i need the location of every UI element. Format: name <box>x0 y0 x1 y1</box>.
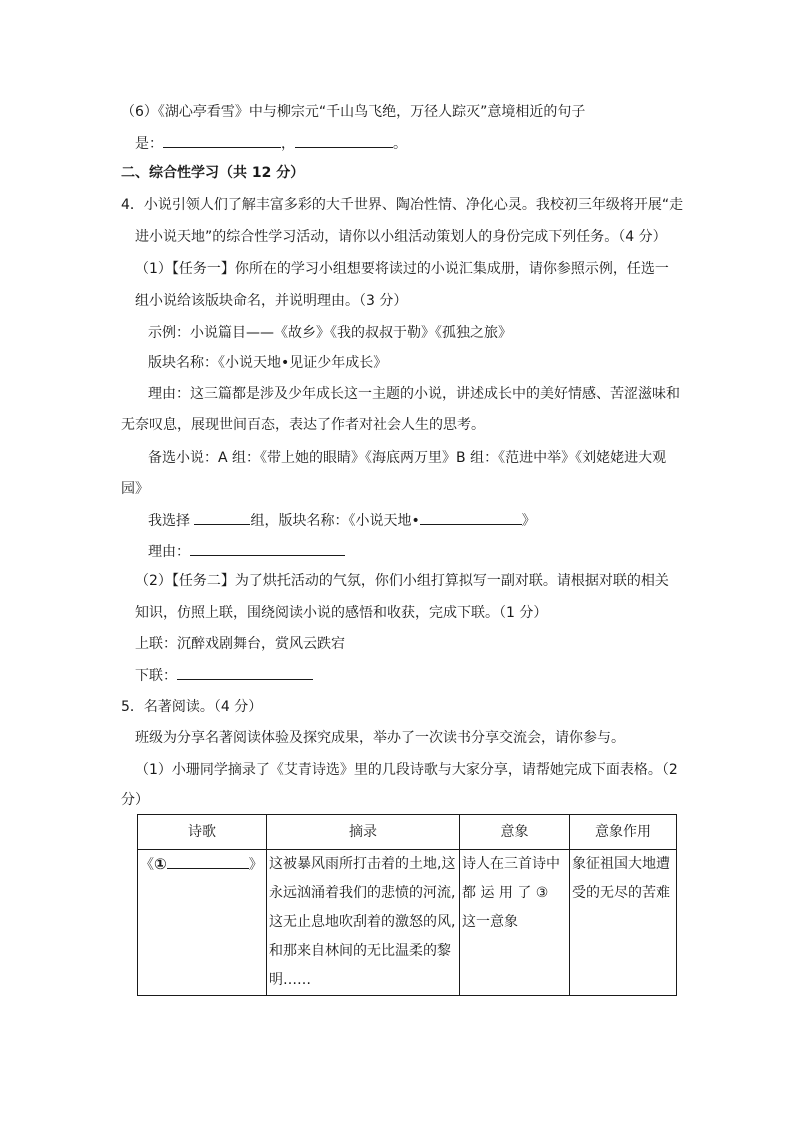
poem-close: 》 <box>248 857 263 873</box>
q6-prefix: 是： <box>135 136 163 152</box>
image-line: 这一意象 <box>462 914 518 930</box>
excerpt-line: 这无止息地吹刮着的激怒的风, <box>269 914 456 930</box>
excerpt-line: 和那来自林间的无比温柔的黎 <box>269 943 451 959</box>
q4-task1-line1: （1）【任务一】你所在的学习小组想要将读过的小说汇集成册，请你参照示例，任选一 <box>135 261 669 277</box>
excerpt-line: 明…… <box>269 972 311 988</box>
q4-reason-prompt: 理由： <box>148 544 190 560</box>
q4-reason-line1: 理由：这三篇都是涉及少年成长这一主题的小说，讲述成长中的美好情感、苦涩滋味和 <box>148 386 680 402</box>
q5-task1-line1: （1）小珊同学摘录了《艾青诗选》里的几段诗歌与大家分享，请帮她完成下面表格。（2 <box>135 762 678 778</box>
q4-task2-line1: （2）【任务二】为了烘托活动的气氛，你们小组打算拟写一副对联。请根据对联的相关 <box>135 573 669 589</box>
q6-line1: （6）《湖心亭看雪》中与柳宗元“千山鸟飞绝，万径人踪灭”意境相近的句子 <box>121 104 586 120</box>
excerpt-line: 这被暴风雨所打击着的土地,这 <box>269 856 456 872</box>
q5-title: 5．名著阅读。（4 分） <box>121 699 263 715</box>
q4-example: 示例：小说篇目——《故乡》《我的叔叔于勒》《孤独之旅》 <box>148 325 512 341</box>
table-header-image: 意象 <box>460 815 570 850</box>
q4-reason-line2: 无奈叹息，展现世间百态，表达了作者对社会人生的思考。 <box>121 417 485 433</box>
excerpt-cell <box>267 850 460 996</box>
q4-intro-line1: 4．小说引领人们了解丰富多彩的大千世界、陶冶性情、净化心灵。我校初三年级将开展“走 <box>121 197 684 213</box>
q4-reason-blank[interactable] <box>190 541 345 556</box>
q4-choose-end: 》 <box>521 513 536 529</box>
q4-intro-line2: 进小说天地”的综合性学习活动，请你以小组活动策划人的身份完成下列任务。（4 分） <box>135 229 667 245</box>
q4-choose-prefix: 我选择 <box>148 513 190 529</box>
q6-blank-2[interactable] <box>295 133 393 148</box>
image-line: 都 运 用 了 ③ <box>462 885 549 901</box>
q4-choose-mid: 组，版块名称：《小说天地• <box>250 513 420 529</box>
q6-end: 。 <box>393 136 407 152</box>
q4-reason-answer-line <box>148 541 345 562</box>
q4-choose-line <box>148 510 536 531</box>
section2-title: 二、综合性学习（共 12 分） <box>121 165 305 181</box>
table-header-effect: 意象作用 <box>570 815 677 850</box>
table-row <box>138 850 677 996</box>
poem-title-cell <box>138 850 267 996</box>
q4-block-name: 版块名称：《小说天地•见证少年成长》 <box>148 355 388 371</box>
q4-lower-prompt: 下联： <box>135 668 177 684</box>
q4-task1-line2: 组小说给该版块命名，并说明理由。（3 分） <box>135 293 408 309</box>
q4-task2-line2: 知识，仿照上联，围绕阅读小说的感悟和收获，完成下联。（1 分） <box>135 605 548 621</box>
table-header-excerpt: 摘录 <box>267 815 460 850</box>
poem-table <box>137 814 677 996</box>
image-cell <box>460 850 570 996</box>
q6-line2 <box>135 133 407 154</box>
q4-lower-couplet-line <box>135 665 313 686</box>
q6-sep: ， <box>281 136 295 152</box>
image-line: 诗人在三首诗中 <box>462 856 560 872</box>
q4-lower-blank[interactable] <box>177 665 313 680</box>
effect-cell <box>570 850 677 996</box>
q4-group-blank[interactable] <box>194 510 250 525</box>
effect-line: 受的无尽的苦难 <box>572 885 670 901</box>
excerpt-line: 永远汹涌着我们的悲愤的河流, <box>269 885 456 901</box>
q4-options-line2: 园》 <box>121 481 149 497</box>
q6-blank-1[interactable] <box>163 133 281 148</box>
poem-title-blank[interactable] <box>167 854 249 869</box>
effect-line: 象征祖国大地遭 <box>572 856 670 872</box>
q4-block-name-blank[interactable] <box>420 510 522 525</box>
q4-upper-couplet: 上联：沉醉戏剧舞台，赏风云跌宕 <box>135 636 345 652</box>
q5-intro: 班级为分享名著阅读体验及探究成果，举办了一次读书分享交流会，请你参与。 <box>135 730 625 746</box>
q4-options-line1: 备选小说：A 组：《带上她的眼睛》《海底两万里》B 组：《范进中举》《刘姥姥进大观 <box>148 450 667 466</box>
table-header-poem: 诗歌 <box>138 815 267 850</box>
q5-task1-line2: 分） <box>121 792 149 808</box>
blank-marker-1: ① <box>154 855 167 873</box>
poem-open: 《 <box>140 857 154 873</box>
table-header-row <box>138 815 677 850</box>
